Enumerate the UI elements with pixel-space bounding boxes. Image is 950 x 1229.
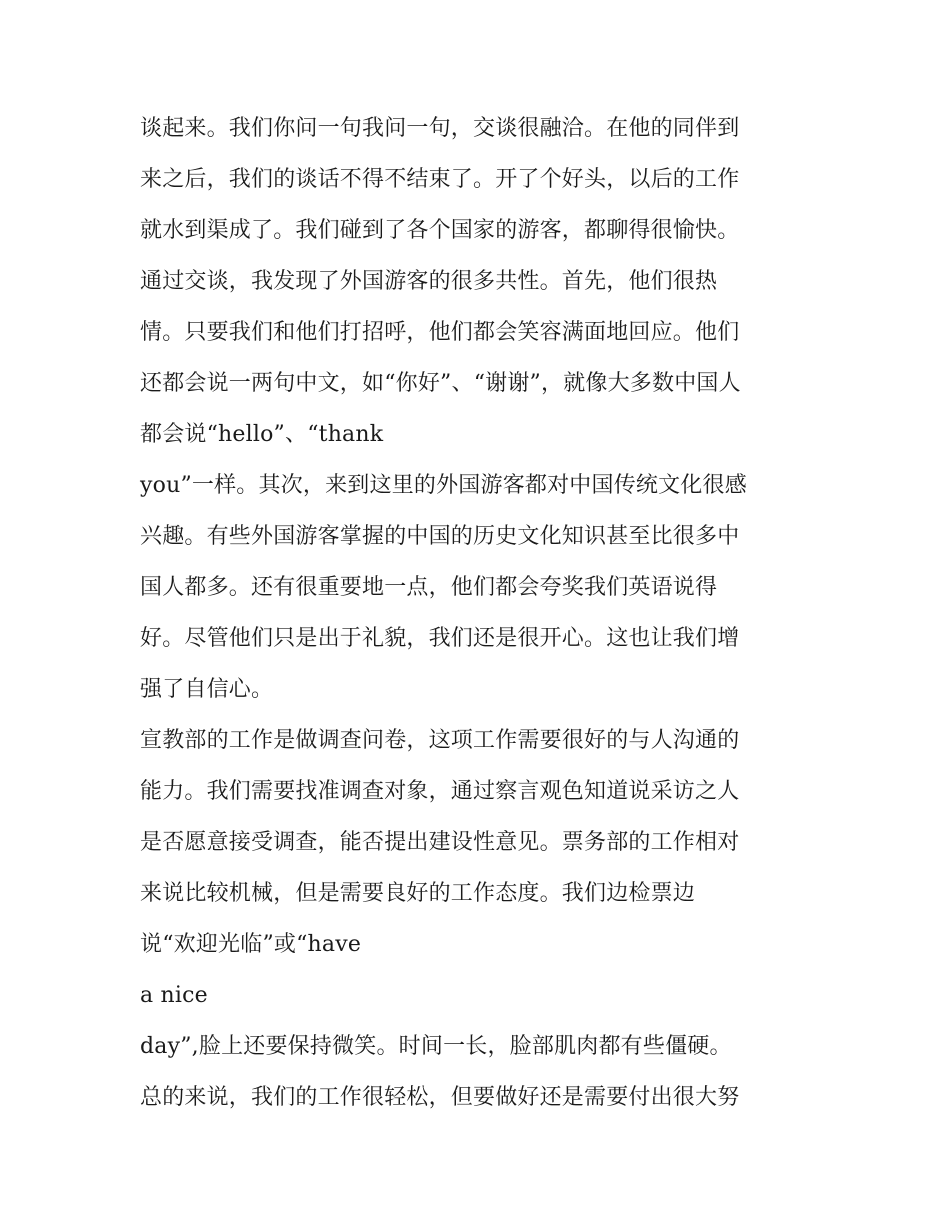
text-line: 好。尽管他们只是出于礼貌，我们还是很开心。这也让我们增 (140, 626, 740, 651)
text-line: you”一样。其次，来到这里的外国游客都对中国传统文化很感 (140, 473, 747, 498)
text-line: a nice (140, 983, 208, 1008)
text-line: 还都会说一两句中文，如“你好”、“谢谢”，就像大多数中国人 (140, 371, 741, 396)
text-line: 能力。我们需要找准调查对象，通过察言观色知道说采访之人 (140, 779, 740, 804)
text-line: 谈起来。我们你问一句我问一句，交谈很融洽。在他的同伴到 (140, 116, 740, 141)
text-line: 情。只要我们和他们打招呼，他们都会笑容满面地回应。他们 (140, 320, 740, 345)
text-line: 来说比较机械，但是需要良好的工作态度。我们边检票边 (140, 881, 696, 906)
text-line: 强了自信心。 (140, 677, 274, 702)
text-line: 宣教部的工作是做调查问卷，这项工作需要很好的与人沟通的 (140, 728, 740, 753)
text-line: 说“欢迎光临”或“have (140, 932, 362, 957)
text-line: 国人都多。还有很重要地一点，他们都会夸奖我们英语说得 (140, 575, 718, 600)
body-text (140, 108, 830, 1128)
text-line: day”,脸上还要保持微笑。时间一长，脸部肌肉都有些僵硬。 (140, 1034, 732, 1059)
text-line: 来之后，我们的谈话不得不结束了。开了个好头，以后的工作 (140, 167, 740, 192)
text-line: 就水到渠成了。我们碰到了各个国家的游客，都聊得很愉快。 (140, 218, 740, 243)
text-line: 都会说“hello”、“thank (140, 422, 384, 447)
text-line: 兴趣。有些外国游客掌握的中国的历史文化知识甚至比很多中 (140, 524, 740, 549)
text-line: 是否愿意接受调查，能否提出建设性意见。票务部的工作相对 (140, 830, 740, 855)
text-line: 总的来说，我们的工作很轻松，但要做好还是需要付出很大努 (140, 1085, 740, 1110)
text-line: 通过交谈，我发现了外国游客的很多共性。首先，他们很热 (140, 269, 718, 294)
